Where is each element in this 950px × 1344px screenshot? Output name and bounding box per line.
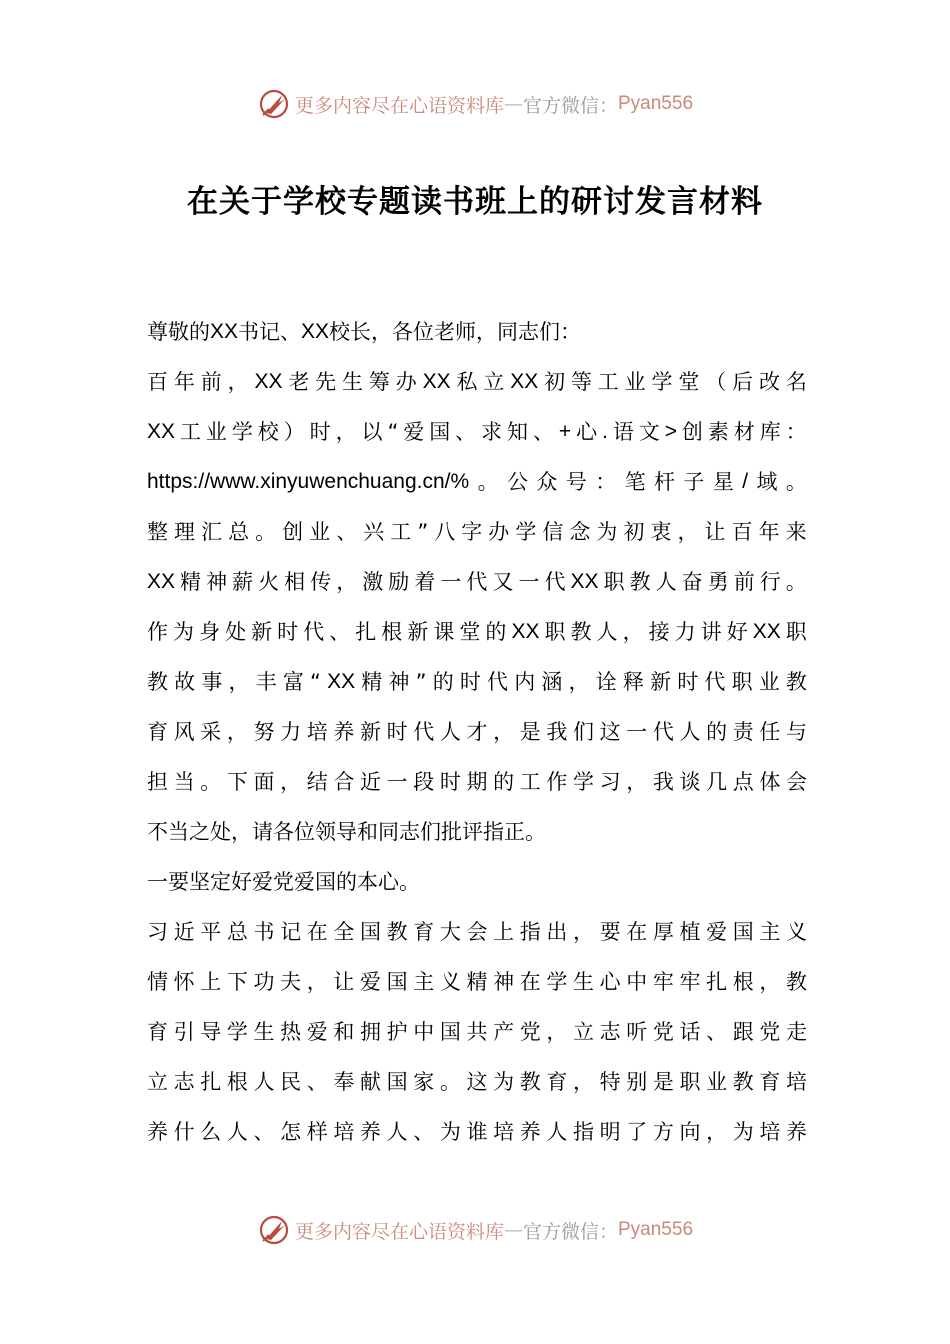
body-line: 一 要 坚 定 好 爱 党 爱 国 的 本 心 。 (147, 870, 420, 894)
body-line: 教 故 事 ， 丰 富 “ XX 精 神 ” 的 时 代 内 涵 ， 诠 释 新 时 代 职 业 教 (147, 670, 807, 694)
document-body (147, 307, 807, 1157)
watermark-brand: 更多内容尽在心语资料库 (294, 1220, 504, 1243)
body-line: XX 工 业 学 校 ） 时 ， 以 “ 爱 国 、 求 知 、 + 心 . 语 文 > 创 素 材 库 ： (147, 420, 807, 444)
body-line: 作 为 身 处 新 时 代 、 扎 根 新 课 堂 的 XX 职 教 人 ， 接 力 讲 好 XX 职 (147, 620, 807, 644)
watermark-separator: — (503, 1219, 523, 1241)
body-line: 育 引 导 学 生 热 爱 和 拥 护 中 国 共 产 党 ， 立 志 听 党 话 、 跟 党 走 (147, 1020, 807, 1044)
body-line: XX 精 神 薪 火 相 传 ， 激 励 着 一 代 又 一 代 XX 职 教 人 奋 勇 前 行 。 (147, 570, 807, 594)
quill-logo-icon (257, 87, 291, 121)
watermark-separator: — (503, 93, 523, 115)
body-line: 尊 敬 的 XX 书 记 、 XX 校 长 ， 各 位 老 师 ， 同 志 们 ： (147, 320, 582, 344)
body-line: 育 风 采 ， 努 力 培 养 新 时 代 人 才 ， 是 我 们 这 一 代 人 的 责 任 与 (147, 720, 807, 744)
watermark-wechat-label: 官方微信： (522, 94, 618, 117)
body-line: 情 怀 上 下 功 夫 ， 让 爱 国 主 义 精 神 在 学 生 心 中 牢 牢 扎 根 ， 教 (147, 970, 807, 994)
body-line: 立 志 扎 根 人 民 、 奉 献 国 家 。 这 为 教 育 ， 特 别 是 职 业 教 育 培 (147, 1070, 807, 1094)
body-line: 养 什 么 人 、 怎 样 培 养 人 、 为 谁 培 养 人 指 明 了 方 向 ， 为 培 养 (147, 1120, 807, 1144)
quill-logo-icon (257, 1213, 291, 1247)
body-line: 百 年 前 ， XX 老 先 生 筹 办 XX 私 立 XX 初 等 工 业 学 堂 （ 后 改 名 (147, 370, 807, 394)
watermark-brand: 更多内容尽在心语资料库 (294, 94, 504, 117)
body-line: 担 当 。 下 面 ， 结 合 近 一 段 时 期 的 工 作 学 习 ， 我 谈 几 点 体 会 (147, 770, 807, 794)
body-line: 整 理 汇 总 。 创 业 、 兴 工 ” 八 字 办 学 信 念 为 初 衷 ， 让 百 年 来 (147, 520, 807, 544)
body-line: https://www.xinyuwenchuang.cn/% 。 公 众 号 ： 笔 杆 子 星 / 域 。 (147, 470, 807, 494)
body-line: 不 当 之 处 ， 请 各 位 领 导 和 同 志 们 批 评 指 正 。 (147, 820, 546, 844)
watermark-header (0, 84, 950, 124)
document-title: 在关于学校专题读书班上的研讨发言材料 (187, 184, 763, 220)
body-line: 习 近 平 总 书 记 在 全 国 教 育 大 会 上 指 出 ， 要 在 厚 植 爱 国 主 义 (147, 920, 807, 944)
watermark-wechat-label: 官方微信： (522, 1220, 618, 1243)
watermark-wechat-id: Pyan556 (618, 93, 694, 114)
watermark-wechat-id: Pyan556 (618, 1219, 694, 1240)
watermark-footer (0, 1210, 950, 1250)
